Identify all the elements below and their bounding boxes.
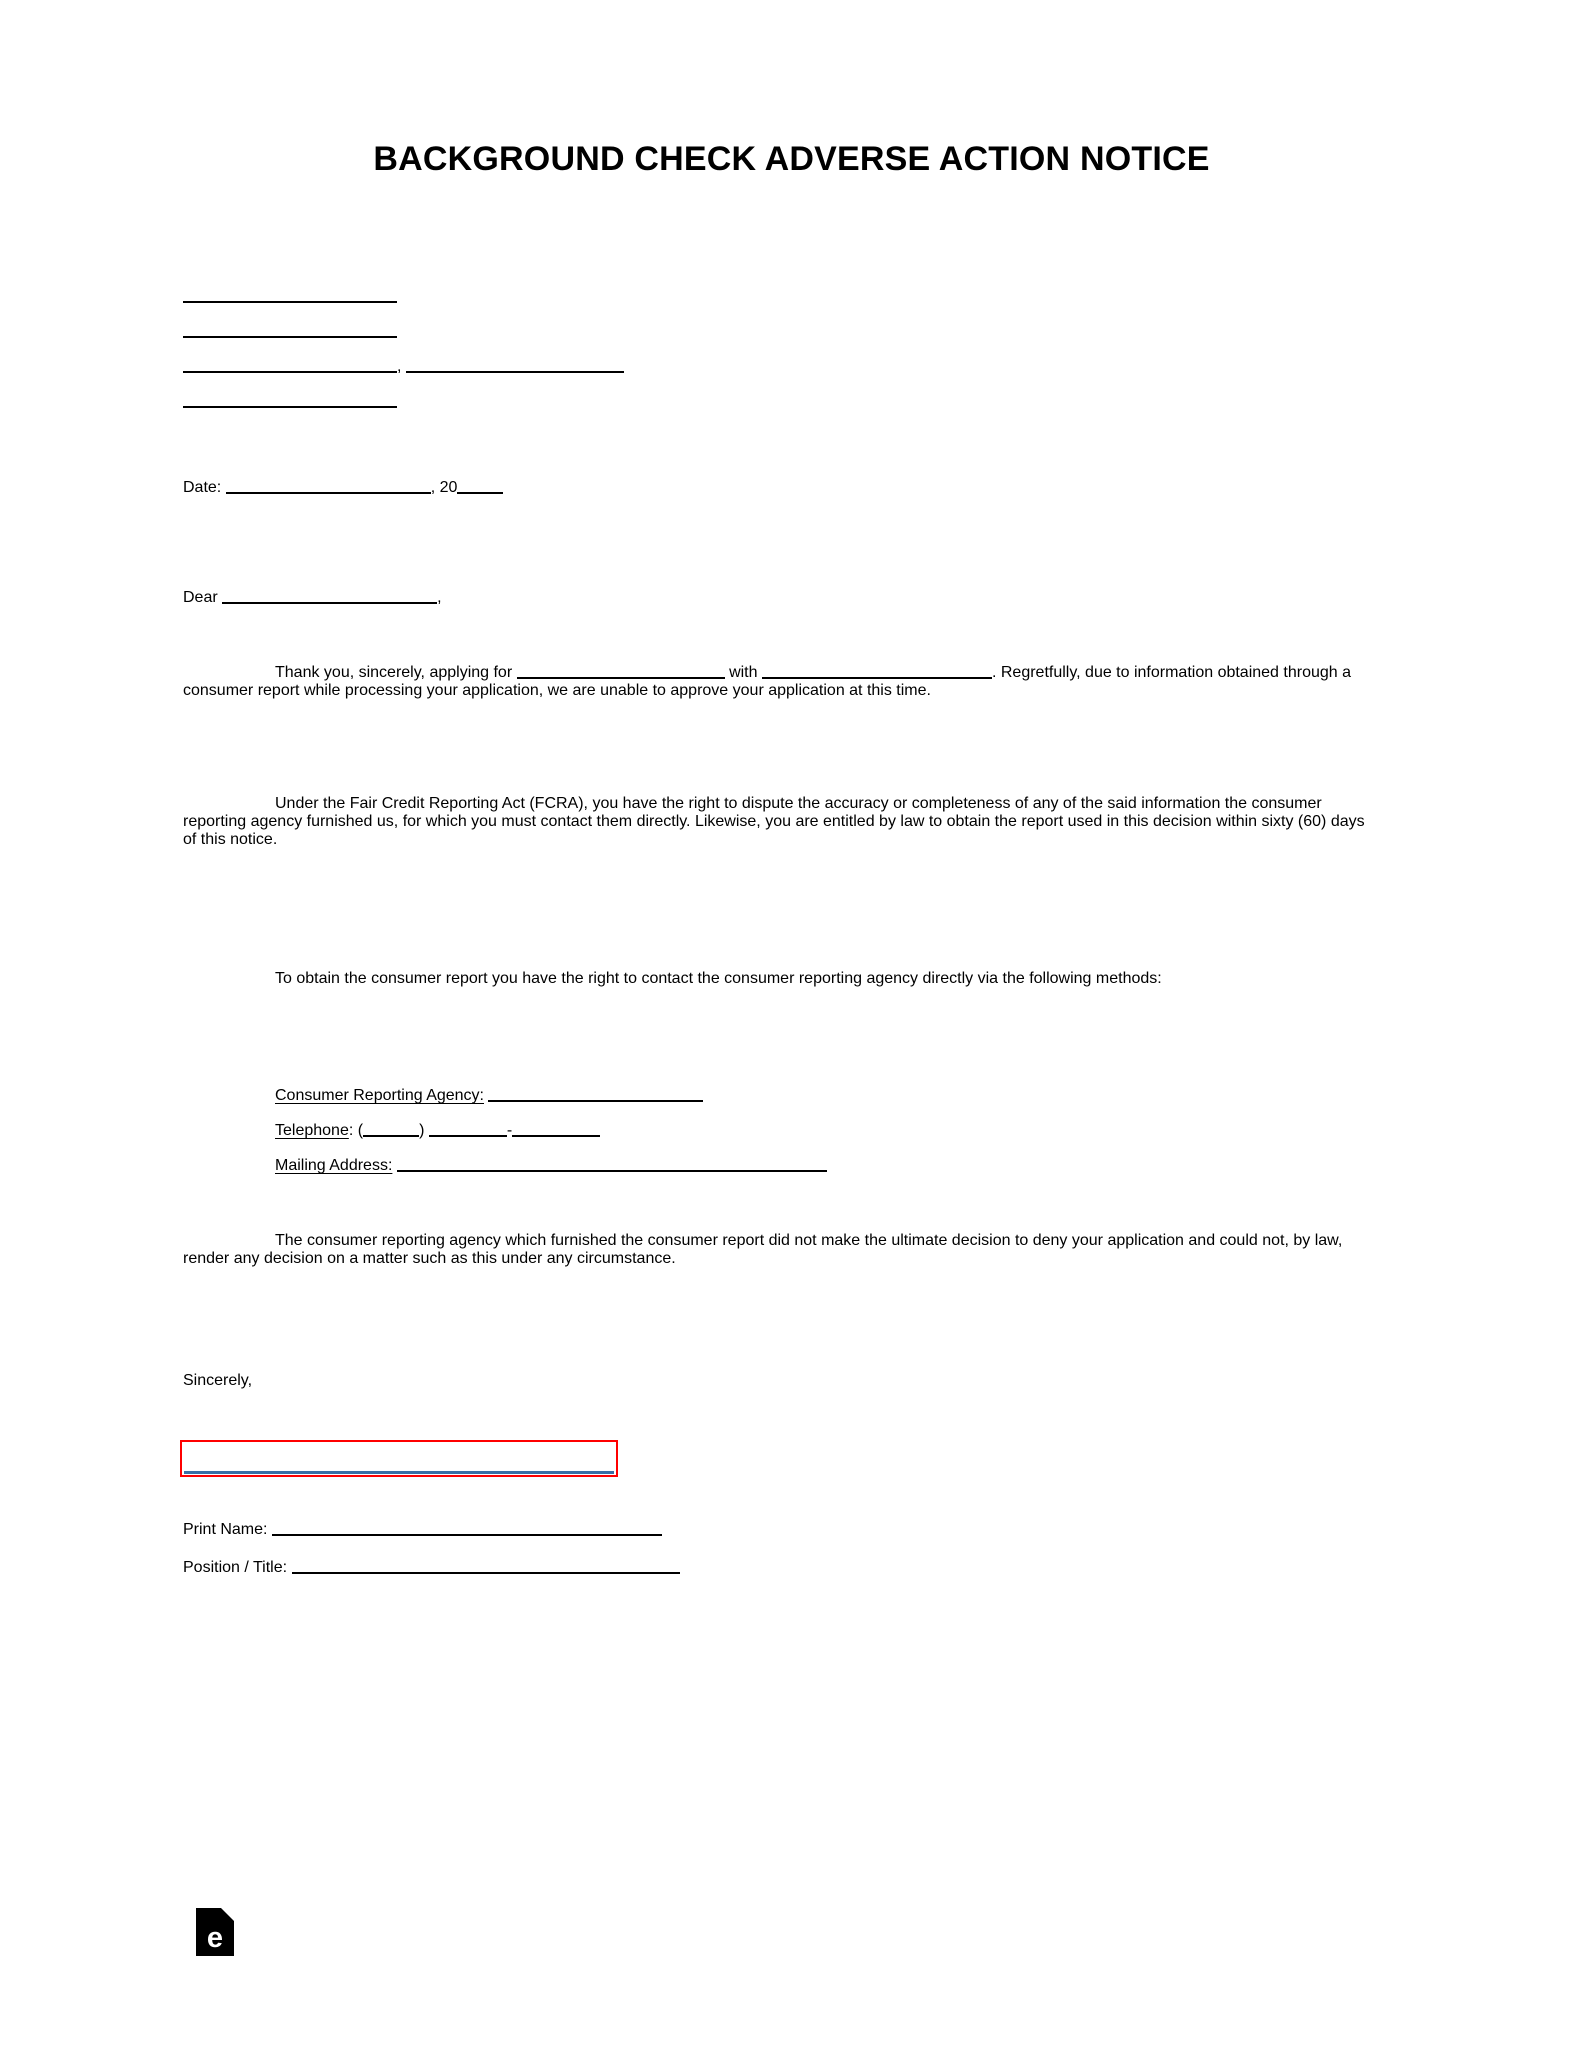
sender-address-line-2: [183, 314, 1383, 341]
sender-address-block-2: [183, 314, 1383, 341]
telephone-suffix-blank[interactable]: [512, 1113, 600, 1137]
sender-address-line-3: [183, 349, 1383, 376]
paragraph-thank-you: [183, 655, 1368, 700]
p1-part1: Thank you, sincerely, applying for: [275, 664, 513, 681]
eforms-logo-icon: [196, 1908, 234, 1956]
salutation-line: [183, 580, 1383, 607]
paragraph-obtain-report: To obtain the consumer report you have the right to contact the consumer reporting agency directly via the following methods:: [275, 970, 1162, 987]
print-name-blank[interactable]: [272, 1512, 662, 1536]
sender-address-comma: ,: [397, 358, 402, 375]
position-title-label: Position / Title:: [183, 1559, 288, 1576]
agency-label: Consumer Reporting Agency:: [275, 1087, 484, 1104]
position-title-line: [183, 1550, 1383, 1577]
mailing-address-label: Mailing Address:: [275, 1157, 393, 1174]
telephone-line: [275, 1113, 1475, 1140]
telephone-open-paren: (: [357, 1122, 364, 1139]
closing-sincerely: Sincerely,: [183, 1372, 253, 1389]
recipient-name-blank[interactable]: [222, 580, 437, 604]
mailing-address-line: [275, 1148, 1475, 1175]
year-prefix: 20: [439, 479, 458, 496]
date-input-blank[interactable]: [226, 470, 431, 494]
signature-underline: [184, 1471, 614, 1474]
sender-state-blank[interactable]: [406, 349, 624, 373]
signature-input-field[interactable]: [180, 1440, 618, 1477]
company-name-blank[interactable]: [762, 655, 992, 679]
sender-city-blank[interactable]: [183, 349, 397, 373]
svg-text:e: e: [206, 1922, 224, 1954]
salutation-comma: ,: [437, 589, 442, 606]
position-title-blank[interactable]: [292, 1550, 680, 1574]
telephone-colon: :: [348, 1122, 354, 1139]
sender-address-block-3: [183, 349, 1383, 376]
page-title: BACKGROUND CHECK ADVERSE ACTION NOTICE: [373, 140, 1210, 178]
p1-part2: with: [729, 664, 758, 681]
sender-address-line-4: [183, 384, 1383, 411]
date-label: Date:: [183, 479, 222, 496]
agency-line: [275, 1078, 1475, 1105]
mailing-address-block: [275, 1148, 1475, 1175]
year-input-blank[interactable]: [457, 470, 503, 494]
sender-address-line-1: [183, 279, 1383, 306]
sender-address-line-4-blank[interactable]: [183, 384, 397, 408]
sender-address-line-1-blank[interactable]: [183, 279, 397, 303]
telephone-label: Telephone: [275, 1122, 349, 1139]
agency-name-blank[interactable]: [488, 1078, 703, 1102]
p1-part3: . Regretfully, due to information obtained through a consumer report while processing your application, we are unable to approve your application at this time.: [183, 664, 1352, 699]
contact-methods-block: [275, 1078, 1475, 1105]
telephone-area-code-blank[interactable]: [363, 1113, 419, 1137]
sender-address-line-2-blank[interactable]: [183, 314, 397, 338]
print-name-label: Print Name:: [183, 1521, 268, 1538]
sender-address-block: [183, 279, 1383, 306]
position-applied-blank[interactable]: [517, 655, 725, 679]
sender-address-block-4: [183, 384, 1383, 411]
date-line: Date: , 20: [183, 470, 1383, 497]
telephone-dash: -: [506, 1122, 513, 1139]
paragraph-agency-disclaimer: The consumer reporting agency which furnished the consumer report did not make the ultimate decision to deny your application and could not, by law, render any decision on a matter such as this under any circumstance.: [183, 1232, 1343, 1267]
telephone-block: [275, 1113, 1475, 1140]
paragraph-fcra-rights: Under the Fair Credit Reporting Act (FCRA), you have the right to dispute the accuracy or completeness of any of the said information the consumer reporting agency furnished us, for which you must contact them directly. Likewise, you are entitled by law to obtain the report used in this decision within sixty (60) days of this notice.: [183, 795, 1365, 848]
telephone-prefix-blank[interactable]: [429, 1113, 507, 1137]
salutation-greeting: Dear: [183, 589, 218, 606]
mailing-address-blank[interactable]: [397, 1148, 827, 1172]
telephone-close-paren: ): [419, 1122, 425, 1139]
print-name-line: [183, 1512, 1383, 1539]
